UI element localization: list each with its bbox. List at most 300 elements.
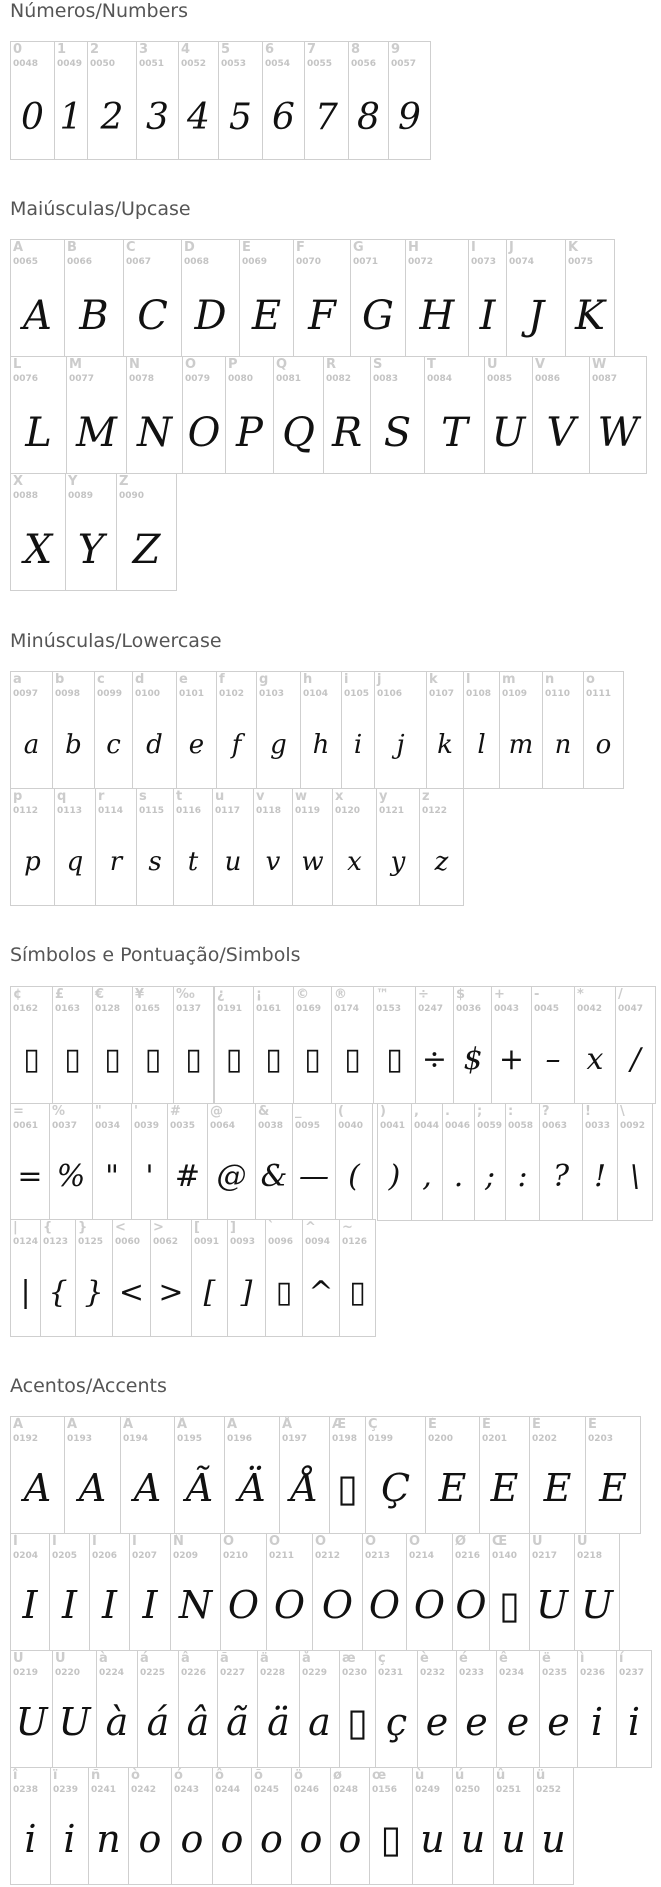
glyph-cell (178, 41, 219, 160)
glyph-cell (374, 671, 427, 789)
glyph-sample: ; (484, 1159, 496, 1194)
character-label: . (445, 1104, 450, 1119)
character-code: 0235 (542, 1668, 568, 1678)
glyph-sample: o (180, 1817, 204, 1861)
section-title-acentos-accents: Acentos/Accents (10, 1375, 167, 1397)
glyph-sample: N (137, 410, 172, 456)
character-code: 0250 (455, 1785, 481, 1795)
glyph-cell (176, 671, 217, 789)
glyph-cell (116, 473, 177, 591)
character-code: 0205 (52, 1551, 78, 1561)
glyph-cell (365, 1416, 426, 1534)
section-title-n-meros-numbers: Números/Numbers (10, 0, 188, 22)
glyph-cell (424, 356, 485, 474)
glyph-sample: | (20, 1275, 31, 1310)
glyph-sample: u (460, 1817, 486, 1861)
glyph-cell (218, 41, 263, 160)
glyph-sample: U (58, 1700, 91, 1744)
character-code: 0063 (542, 1121, 568, 1131)
character-label: ù (415, 1768, 425, 1783)
character-code: 0107 (429, 689, 455, 699)
character-label: ( (338, 1104, 344, 1119)
character-label: ç (378, 1651, 386, 1666)
character-label: D (184, 240, 195, 255)
glyph-cell (10, 239, 65, 357)
character-code: 0042 (577, 1004, 603, 1014)
character-code: 0055 (307, 59, 333, 69)
glyph-cell (531, 986, 575, 1104)
character-code: 0096 (268, 1237, 294, 1247)
character-code: 0085 (487, 374, 513, 384)
glyph-cell (88, 1767, 129, 1885)
character-code: 0192 (13, 1434, 39, 1444)
glyph-cell (463, 671, 500, 789)
character-code: 0244 (215, 1785, 241, 1795)
glyph-cell (224, 1416, 280, 1534)
character-label: Ô (315, 1534, 327, 1549)
glyph-cell (452, 1767, 494, 1885)
missing-glyph-icon: ▯ (275, 1275, 293, 1310)
glyph-sample: Ã (185, 1466, 214, 1510)
character-code: 0079 (185, 374, 211, 384)
character-code: 0059 (477, 1121, 503, 1131)
glyph-sample: c (106, 730, 121, 760)
character-code: 0049 (57, 59, 83, 69)
glyph-sample: O (227, 1583, 260, 1627)
glyph-cell (92, 986, 133, 1104)
glyph-cell (415, 986, 454, 1104)
character-code: 0210 (223, 1551, 249, 1561)
glyph-sample: R (331, 410, 363, 456)
character-label: Â (123, 1417, 134, 1432)
glyph-cell (10, 671, 53, 789)
glyph-sample: ^ (308, 1275, 334, 1310)
character-label: } (78, 1220, 88, 1235)
character-label: ö (294, 1768, 303, 1783)
glyph-cell (54, 41, 88, 160)
glyph-cell (96, 1650, 138, 1768)
character-code: 0120 (335, 806, 361, 816)
character-label: # (170, 1104, 181, 1119)
glyph-sample: h (312, 730, 330, 760)
glyph-cell (293, 986, 332, 1104)
character-label: é (459, 1651, 468, 1666)
character-label: : (508, 1104, 514, 1119)
character-label: = (13, 1104, 24, 1119)
missing-glyph-icon: ▯ (144, 1042, 162, 1077)
glyph-cell (253, 986, 294, 1104)
glyph-sample: ã (226, 1700, 249, 1744)
glyph-cell (574, 1533, 620, 1651)
glyph-cell (173, 986, 214, 1104)
glyph-sample: 5 (229, 97, 252, 138)
glyph-sample: G (362, 293, 394, 339)
glyph-cell (341, 671, 375, 789)
glyph-sample: o (338, 1817, 362, 1861)
glyph-sample: N (178, 1583, 213, 1627)
character-code: 0095 (295, 1121, 321, 1131)
glyph-cell (348, 41, 389, 160)
glyph-sample: Q (282, 410, 315, 456)
glyph-sample: s (148, 847, 162, 877)
character-label: ` (268, 1220, 275, 1235)
character-code: 0039 (134, 1121, 160, 1131)
glyph-sample: U (15, 1700, 48, 1744)
character-label: o (586, 672, 595, 687)
character-code: 0033 (585, 1121, 611, 1131)
character-label: Å (282, 1417, 293, 1432)
glyph-sample: M (76, 410, 117, 456)
character-label: W (592, 357, 607, 372)
glyph-cell (291, 1767, 331, 1885)
character-label: F (296, 240, 305, 255)
character-label: f (219, 672, 225, 687)
glyph-cell (87, 41, 137, 160)
character-label: £ (55, 987, 65, 1002)
character-code: 0050 (90, 59, 116, 69)
character-code: 0121 (379, 806, 405, 816)
glyph-cell (126, 356, 183, 474)
glyph-sample: C (137, 293, 168, 339)
character-code: 0229 (302, 1668, 328, 1678)
glyph-cell (257, 1650, 300, 1768)
glyph-cell (49, 1103, 93, 1221)
character-label: å (302, 1651, 311, 1666)
glyph-cell (262, 41, 305, 160)
glyph-cell (496, 1650, 540, 1768)
glyph-sample: > (158, 1275, 184, 1310)
character-label: 7 (307, 42, 317, 57)
character-label: ¢ (13, 987, 23, 1002)
character-label: Ã (177, 1417, 188, 1432)
character-code: 0245 (254, 1785, 280, 1795)
character-code: 0086 (535, 374, 561, 384)
glyph-cell (227, 1219, 266, 1337)
glyph-cell (10, 1103, 50, 1221)
glyph-sample: E (490, 1466, 519, 1510)
missing-glyph-icon: ▯ (347, 1700, 368, 1744)
character-code: 0202 (532, 1434, 558, 1444)
glyph-cell (362, 1533, 407, 1651)
character-label: n (545, 672, 555, 687)
character-label: H (408, 240, 419, 255)
character-label: b (55, 672, 65, 687)
glyph-sample: 6 (272, 97, 295, 138)
character-code: 0232 (420, 1668, 446, 1678)
character-code: 0034 (95, 1121, 121, 1131)
glyph-cell (335, 1103, 373, 1221)
missing-glyph-icon: ▯ (185, 1042, 202, 1077)
character-label: | (13, 1220, 18, 1235)
glyph-cell (377, 1103, 412, 1221)
character-code: 0040 (338, 1121, 364, 1131)
glyph-sample: z (434, 847, 449, 877)
glyph-cell (589, 356, 647, 474)
character-label: ó (174, 1768, 183, 1783)
glyph-sample: " (105, 1159, 119, 1194)
glyph-sample: ? (552, 1159, 570, 1194)
glyph-sample: 4 (187, 97, 210, 138)
missing-glyph-icon: ▯ (265, 1042, 282, 1077)
glyph-cell (300, 671, 342, 789)
character-label: w (295, 789, 308, 804)
character-label: y (379, 789, 388, 804)
glyph-sample: / (630, 1042, 641, 1077)
character-label: Ï (132, 1534, 137, 1549)
glyph-sample: 0 (21, 97, 44, 138)
character-code: 0163 (55, 1004, 81, 1014)
glyph-cell (266, 1533, 313, 1651)
character-code: 0082 (326, 374, 352, 384)
character-label: X (13, 474, 24, 489)
glyph-sample: ] (240, 1275, 253, 1310)
character-label: © (296, 987, 309, 1002)
character-code: 0156 (372, 1785, 398, 1795)
character-label: á (140, 1651, 149, 1666)
character-label: Ò (223, 1534, 235, 1549)
character-label: m (502, 672, 516, 687)
character-label: z (422, 789, 430, 804)
character-label: , (414, 1104, 419, 1119)
character-code: 0068 (184, 257, 210, 267)
character-code: 0105 (344, 689, 370, 699)
glyph-sample: e (465, 1700, 488, 1744)
glyph-sample: k (437, 730, 453, 760)
character-code: 0218 (577, 1551, 603, 1561)
glyph-sample: 2 (100, 97, 124, 138)
character-code: 0126 (342, 1237, 368, 1247)
glyph-cell (239, 239, 294, 357)
glyph-cell (583, 671, 624, 789)
glyph-sample: O (455, 1583, 487, 1627)
character-code: 0193 (67, 1434, 93, 1444)
character-label: Ó (269, 1534, 281, 1549)
glyph-sample: á (146, 1700, 170, 1744)
character-code: 0090 (119, 491, 145, 501)
glyph-sample: [ (203, 1275, 216, 1310)
glyph-cell (52, 1650, 97, 1768)
character-label: \ (620, 1104, 625, 1119)
glyph-sample: u (420, 1817, 445, 1861)
character-label: Œ (492, 1534, 508, 1549)
glyph-sample: H (419, 293, 455, 339)
glyph-cell (292, 788, 333, 906)
character-code: 0249 (415, 1785, 441, 1795)
character-code: 0161 (256, 1004, 282, 1014)
character-code: 0076 (13, 374, 39, 384)
character-code: 0038 (258, 1121, 284, 1131)
character-label: Õ (365, 1534, 377, 1549)
character-code: 0075 (568, 257, 594, 267)
glyph-sample: { (48, 1275, 68, 1310)
character-label: Y (68, 474, 78, 489)
character-code: 0100 (135, 689, 161, 699)
glyph-sample: . (453, 1159, 464, 1194)
character-code: 0112 (13, 806, 39, 816)
character-label: / (618, 987, 623, 1002)
glyph-sample: A (78, 1466, 107, 1510)
glyph-sample: 8 (357, 97, 380, 138)
character-label: Ë (588, 1417, 597, 1432)
glyph-cell (323, 356, 371, 474)
character-label: ~ (342, 1220, 353, 1235)
character-label: Z (119, 474, 129, 489)
glyph-sample: O (413, 1583, 446, 1627)
missing-glyph-icon: ▯ (23, 1042, 40, 1077)
glyph-cell (75, 1219, 113, 1337)
character-code: 0109 (502, 689, 528, 699)
character-code: 0219 (13, 1668, 39, 1678)
character-label: Î (92, 1534, 97, 1549)
character-code: 0044 (414, 1121, 440, 1131)
glyph-cell (40, 1219, 76, 1337)
character-label: ä (260, 1651, 269, 1666)
section-title-min-sculas-lowercase: Minúsculas/Lowercase (10, 630, 222, 652)
character-label: ® (334, 987, 347, 1002)
glyph-sample: + (498, 1042, 525, 1077)
glyph-cell (207, 1103, 256, 1221)
character-code: 0071 (353, 257, 379, 267)
character-code: 0099 (97, 689, 123, 699)
glyph-cell (178, 1650, 218, 1768)
glyph-sample: I (142, 1583, 158, 1627)
glyph-sample: A (133, 1466, 162, 1510)
glyph-sample: i (63, 1817, 76, 1861)
character-code: 0114 (98, 806, 124, 816)
character-label: A (13, 240, 24, 255)
glyph-sample: f (231, 730, 242, 760)
character-label: s (139, 789, 147, 804)
character-code: 0119 (295, 806, 321, 816)
glyph-sample: % (56, 1159, 86, 1194)
character-code: 0064 (210, 1121, 236, 1131)
glyph-sample: a (308, 1700, 331, 1744)
glyph-sample: Z (132, 527, 161, 573)
glyph-cell (417, 1650, 457, 1768)
glyph-cell (136, 788, 174, 906)
character-label: É (482, 1417, 491, 1432)
character-label: T (427, 357, 436, 372)
character-code: 0052 (181, 59, 207, 69)
character-code: 0153 (376, 1004, 402, 1014)
glyph-cell (94, 671, 133, 789)
character-code: 0211 (269, 1551, 295, 1561)
character-label: Ä (227, 1417, 238, 1432)
glyph-sample: A (23, 1466, 52, 1510)
character-code: 0216 (455, 1551, 481, 1561)
character-label: à (99, 1651, 108, 1666)
character-label: e (179, 672, 188, 687)
character-label: ; (477, 1104, 483, 1119)
glyph-cell (373, 986, 416, 1104)
character-label: 4 (181, 42, 191, 57)
character-code: 0197 (282, 1434, 308, 1444)
glyph-cell (329, 1416, 366, 1534)
glyph-cell (582, 1103, 618, 1221)
glyph-cell (131, 1103, 168, 1221)
glyph-sample: J (527, 293, 545, 339)
character-code: 0077 (69, 374, 95, 384)
character-label: K (568, 240, 579, 255)
character-code: 0169 (296, 1004, 322, 1014)
character-code: 0174 (334, 1004, 360, 1014)
glyph-sample: Å (290, 1466, 319, 1510)
character-label: 1 (57, 42, 67, 57)
glyph-cell (529, 1416, 586, 1534)
character-code: 0243 (174, 1785, 200, 1795)
glyph-cell (542, 671, 584, 789)
character-code: 0238 (13, 1785, 39, 1795)
glyph-sample: q (66, 847, 84, 877)
glyph-sample: j (396, 730, 405, 760)
glyph-sample: ) (388, 1159, 401, 1194)
character-code: 0247 (418, 1004, 444, 1014)
character-code: 0199 (368, 1434, 394, 1444)
glyph-cell (10, 986, 53, 1104)
character-code: 0083 (373, 374, 399, 384)
glyph-sample: â (186, 1700, 210, 1744)
character-code: 0212 (315, 1551, 341, 1561)
character-label: + (494, 987, 505, 1002)
character-label: è (420, 1651, 429, 1666)
glyph-sample: 1 (59, 97, 83, 138)
character-label: Ú (577, 1534, 588, 1549)
character-code: 0087 (592, 374, 618, 384)
character-label: Æ (332, 1417, 347, 1432)
glyph-sample: U (491, 410, 526, 456)
glyph-sample: E (438, 1466, 467, 1510)
character-code: 0037 (52, 1121, 78, 1131)
character-code: 0065 (13, 257, 39, 267)
character-code: 0072 (408, 257, 434, 267)
character-code: 0060 (115, 1237, 141, 1247)
character-label: â (181, 1651, 190, 1666)
character-label: { (43, 1220, 53, 1235)
glyph-sample: L (25, 410, 52, 456)
character-code: 0092 (620, 1121, 646, 1131)
character-code: 0196 (227, 1434, 253, 1444)
glyph-sample: i (627, 1700, 641, 1744)
character-code: 0226 (181, 1668, 207, 1678)
glyph-sample: g (270, 730, 287, 760)
character-label: r (98, 789, 105, 804)
character-label: > (153, 1220, 164, 1235)
character-code: 0091 (194, 1237, 220, 1247)
character-label: R (326, 357, 337, 372)
character-code: 0239 (53, 1785, 79, 1795)
glyph-cell (577, 1650, 617, 1768)
character-label: U (487, 357, 498, 372)
glyph-cell (474, 1103, 506, 1221)
character-label: & (258, 1104, 270, 1119)
character-code: 0118 (256, 806, 282, 816)
character-label: J (509, 240, 514, 255)
glyph-sample: ' (145, 1159, 154, 1194)
missing-glyph-icon: ▯ (349, 1275, 366, 1310)
character-code: 0115 (139, 806, 165, 816)
glyph-cell (95, 788, 137, 906)
glyph-sample: ( (348, 1159, 360, 1194)
glyph-cell (10, 1650, 53, 1768)
glyph-cell (52, 671, 95, 789)
character-code: 0241 (91, 1785, 117, 1795)
character-code: 0113 (57, 806, 83, 816)
character-code: 0233 (459, 1668, 485, 1678)
character-code: 0207 (132, 1551, 158, 1561)
glyph-cell (453, 986, 493, 1104)
glyph-cell (585, 1416, 641, 1534)
glyph-cell (616, 1650, 652, 1768)
